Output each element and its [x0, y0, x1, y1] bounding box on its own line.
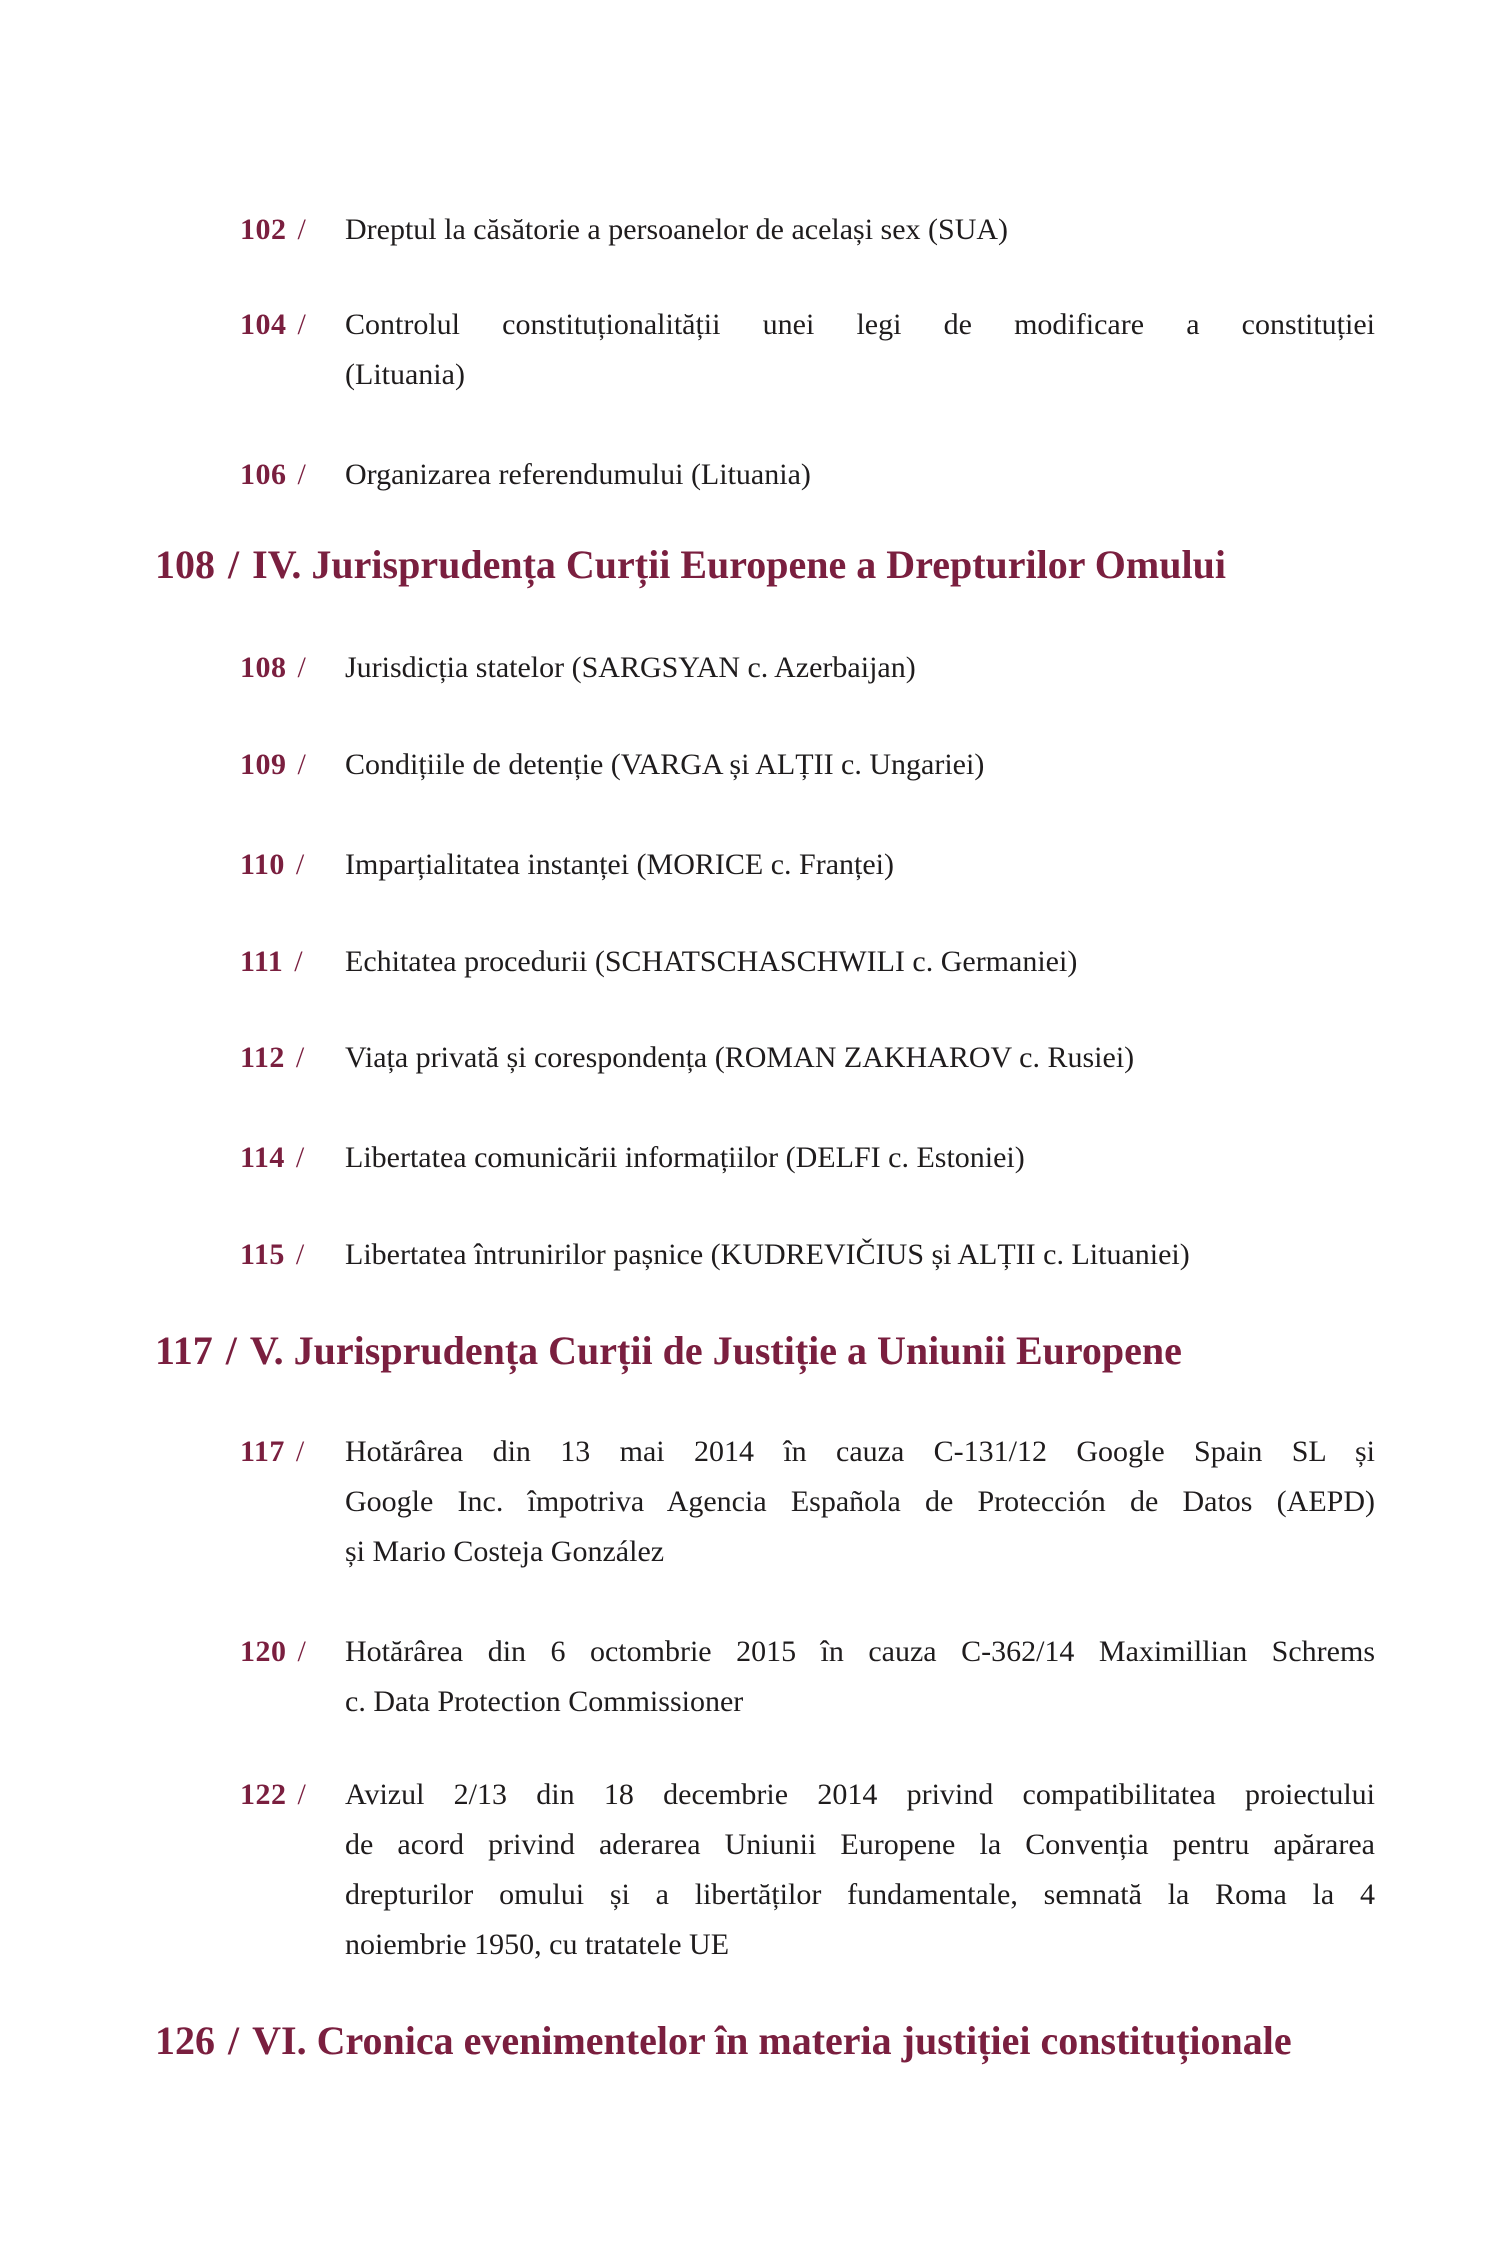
toc-entry-page-number: 122: [240, 1778, 287, 1811]
toc-entry: [240, 1230, 1375, 1280]
toc-entry-text-line: Echitatea procedurii (SCHATSCHASCHWILI c. Germaniei): [345, 945, 1078, 978]
toc-heading-text: IV. Jurisprudența Curții Europene a Drepturilor Omului: [252, 542, 1226, 587]
toc-entry-page-number: 106: [240, 458, 287, 491]
toc-entry-text-line: noiembrie 1950, cu tratatele UE: [345, 1928, 730, 1961]
toc-entry-page-number: 112: [240, 1041, 285, 1074]
toc-section-heading: [155, 2013, 1500, 2068]
toc-entry-number-cell: [240, 840, 345, 890]
toc-entry-separator: /: [297, 213, 306, 246]
toc-entry-text-line: Condițiile de detenție (VARGA și ALȚII c. Ungariei): [345, 748, 985, 781]
toc-entry-text-line: Google Inc. împotriva Agencia Española de Protección de Datos (AEPD): [345, 1485, 1375, 1518]
toc-entry: [240, 450, 1375, 500]
toc-entry-separator: /: [294, 945, 303, 978]
toc-entry-text-line: Controlul constituționalității unei legi de modificare a constituției: [345, 308, 1375, 341]
toc-heading-page-number: 108: [155, 542, 215, 587]
toc-entry-text-line: Avizul 2/13 din 18 decembrie 2014 privind compatibilitatea proiectului: [345, 1778, 1375, 1811]
toc-entry: [240, 1770, 1375, 1970]
toc-entry-separator: /: [295, 848, 305, 881]
toc-entry: [240, 300, 1375, 400]
toc-entry-text-line: de acord privind aderarea Uniunii Europene la Convenția pentru apărarea: [345, 1828, 1375, 1861]
toc-entry-text-line: Jurisdicția statelor (SARGSYAN c. Azerbaijan): [345, 651, 916, 684]
toc-entry-text: [345, 643, 1375, 693]
toc-heading-separator: /: [228, 2018, 240, 2063]
toc-entry-text-line: Hotărârea din 13 mai 2014 în cauza C-131/12 Google Spain SL și: [345, 1435, 1375, 1468]
toc-entry-number-cell: [240, 1033, 345, 1083]
toc-entry-page-number: 120: [240, 1635, 287, 1668]
toc-entry-text: [345, 840, 1375, 890]
toc-entry: [240, 937, 1375, 987]
toc-entry-page-number: 102: [240, 213, 287, 246]
toc-heading-separator: /: [228, 542, 240, 587]
toc-heading-page-number: 126: [155, 2018, 215, 2063]
toc-entry-number-cell: [240, 450, 345, 500]
toc-entry-separator: /: [295, 1041, 305, 1074]
toc-entry-text-line: Imparțialitatea instanței (MORICE c. Franței): [345, 848, 894, 881]
toc-entry-text: [345, 1230, 1375, 1280]
toc-entry-page-number: 115: [240, 1238, 285, 1271]
toc-entry-text: [345, 300, 1375, 400]
toc-entry-separator: /: [295, 1435, 305, 1468]
toc-entry: [240, 1033, 1375, 1083]
toc-entry-separator: /: [297, 651, 306, 684]
toc-entry-text: [345, 937, 1375, 987]
toc-entry-page-number: 111: [240, 945, 284, 978]
toc-entry-text-line: Organizarea referendumului (Lituania): [345, 458, 811, 491]
toc-entry-separator: /: [297, 1635, 306, 1668]
toc-entry-text-line: drepturilor omului și a libertăților fundamentale, semnată la Roma la 4: [345, 1878, 1375, 1911]
toc-entry-text-line: și Mario Costeja González: [345, 1535, 665, 1568]
toc-entry-separator: /: [297, 1778, 306, 1811]
toc-entry-text: [345, 1770, 1375, 1970]
toc-heading-text: VI. Cronica evenimentelor în materia justiției constituționale: [252, 2018, 1292, 2063]
toc-entry-text-line: Viața privată și corespondența (ROMAN ZAKHAROV c. Rusiei): [345, 1041, 1135, 1074]
toc-entry: [240, 840, 1375, 890]
toc-entry-text-line: Libertatea comunicării informațiilor (DELFI c. Estoniei): [345, 1141, 1025, 1174]
toc-entry-page-number: 109: [240, 748, 287, 781]
toc-entry-text: [345, 1133, 1375, 1183]
toc-entry-text: [345, 1627, 1375, 1727]
toc-heading-page-number: 117: [155, 1328, 213, 1373]
toc-entry: [240, 740, 1375, 790]
toc-entry-page-number: 108: [240, 651, 287, 684]
toc-entry-text-line: Libertatea întrunirilor pașnice (KUDREVIČIUS și ALȚII c. Lituaniei): [345, 1238, 1190, 1271]
toc-entry-number-cell: [240, 643, 345, 693]
toc-entry: [240, 1627, 1375, 1727]
toc-entry-text: [345, 1427, 1375, 1577]
toc-entry-text: [345, 1033, 1375, 1083]
toc-entry-number-cell: [240, 205, 345, 255]
toc-entry-text-line: Hotărârea din 6 octombrie 2015 în cauza C-362/14 Maximillian Schrems: [345, 1635, 1375, 1668]
toc-entry-text-line: Dreptul la căsătorie a persoanelor de același sex (SUA): [345, 213, 1009, 246]
toc-entry: [240, 1133, 1375, 1183]
toc-entry-number-cell: [240, 1230, 345, 1280]
toc-entry-page-number: 104: [240, 308, 287, 341]
toc-entry-number-cell: [240, 1427, 345, 1477]
toc-heading-separator: /: [225, 1328, 237, 1373]
toc-entry: [240, 205, 1375, 255]
toc-entry: [240, 1427, 1375, 1577]
toc-section-heading: [155, 1323, 1500, 1378]
toc-entry-text-line: (Lituania): [345, 358, 465, 391]
toc-entry-number-cell: [240, 740, 345, 790]
toc-entry-separator: /: [297, 308, 306, 341]
toc-entry-text: [345, 205, 1375, 255]
toc-entry-page-number: 110: [240, 848, 285, 881]
toc-entry-page-number: 117: [240, 1435, 285, 1468]
toc-section-heading: [155, 537, 1500, 592]
toc-entry-number-cell: [240, 1627, 345, 1677]
toc-entry-separator: /: [297, 458, 306, 491]
toc-entry: [240, 643, 1375, 693]
toc-entry-text-line: c. Data Protection Commissioner: [345, 1685, 744, 1718]
toc-heading-text: V. Jurisprudența Curții de Justiție a Uniunii Europene: [249, 1328, 1182, 1373]
toc-entry-text: [345, 740, 1375, 790]
toc-entry-number-cell: [240, 300, 345, 350]
toc-entry-page-number: 114: [240, 1141, 285, 1174]
toc-entry-number-cell: [240, 937, 345, 987]
toc-entry-separator: /: [295, 1238, 305, 1271]
toc-entry-number-cell: [240, 1770, 345, 1820]
toc-entry-separator: /: [295, 1141, 305, 1174]
toc-entry-separator: /: [297, 748, 306, 781]
toc-entry-text: [345, 450, 1375, 500]
toc-entry-number-cell: [240, 1133, 345, 1183]
